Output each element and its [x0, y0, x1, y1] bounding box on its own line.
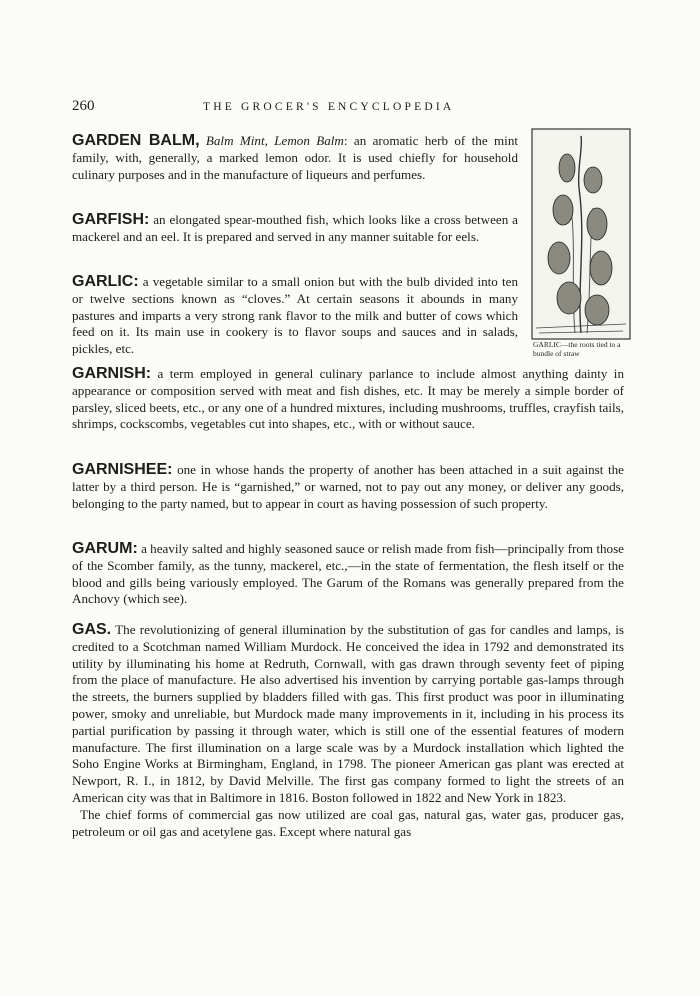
headword: GARLIC: — [72, 273, 139, 290]
entry-body: a term employed in general culinary parlance to include almost anything dainty in appearance or composition served with meat and fish dishes, etc. It may be merely a simple border of parsley, sliced beets, etc., or any one of a hundred mixtures, including mushrooms, truffles, crayfish tails, shrimps, cockscombs, vegetables cut into shapes, etc., with or without sauce. — [72, 366, 624, 432]
entry-garnish — [72, 366, 624, 433]
entry-gas — [72, 622, 624, 840]
entry-body: a heavily salted and highly seasoned sauce or relish made from fish—principally from those of the Scomber family, as the tunny, mackerel, etc.,—in the state of fermentation, the flesh itself or the blood and gills being variously employed. The Garum of the Romans was generally prepared from the Anchovy (which see). — [72, 541, 624, 607]
entry-garum — [72, 541, 624, 608]
page-number: 260 — [72, 98, 95, 114]
running-title: THE GROCER'S ENCYCLOPEDIA — [203, 101, 455, 113]
headword: GAS. — [72, 621, 112, 638]
garlic-drawing — [531, 128, 631, 340]
headword: GARNISHEE: — [72, 461, 173, 478]
entry-garden-balm — [72, 133, 518, 183]
entry-body: : an aromatic herb of the mint family, with, generally, a marked lemon odor. It is used chiefly for household culinary purposes and in the manufacture of liqueurs and perfumes. — [72, 133, 519, 182]
entry-garfish — [72, 212, 518, 246]
entry-body: a vegetable similar to a small onion but with the bulb divided into ten or twelve sections known as “cloves.” At certain seasons it abounds in many pastures and imparts a very strong rank flavor to the milk and butter of cows which feed on it. Its main use in cookery is to flavor soups and sauces and in salads, pickles, etc. — [72, 274, 518, 357]
entry-continuation: The chief forms of commercial gas now utilized are coal gas, natural gas, water gas, producer gas, petroleum or oil gas and acetylene gas. Except where natural gas — [72, 806, 624, 839]
headword: GARFISH: — [72, 211, 150, 228]
synonyms: Balm Mint, Lemon Balm — [205, 133, 344, 148]
entry-body: one in whose hands the property of another has been attached in a suit against the latter by a third person. He is “garnished,” or warned, not to pay out any money, or deliver any goods, belonging to the party named, but to appear in court as having possession of such property. — [72, 462, 624, 511]
entry-body: an elongated spear-mouthed fish, which looks like a cross between a mackerel and an eel. It is prepared and served in any manner suitable for eels. — [72, 212, 518, 244]
headword: GARNISH: — [72, 365, 152, 382]
headword: GARDEN BALM, — [72, 132, 200, 149]
entry-garnishee — [72, 462, 624, 512]
figure-caption: GARLIC—the roots tied to a bundle of straw — [533, 340, 621, 358]
entry-body: The revolutionizing of general illumination by the substitution of gas for candles and lamps, is credited to a Scotchman named William Murdock. He conceived the idea in 1792 and demonstrated its utility by illuminating his home at Redruth, Cornwall, with gas drawn through seventy feet of piping from the place of manufacture. He also advertised his invention by carrying portable gas-lamps through the streets, the burners supplied by bladders filled with gas. This first product was poor in illuminating power, smoky and unreliable, but Murdock made many improvements in it, including in his process its partial purification by passing it through water, which is still one of the essential features of modern manufacture. The first illumination on a large scale was by a Murdock installation which lighted the Soho Engine Works at Birmingham, England, in 1798. The pioneer American gas plant was erected at Newport, R. I., in 1812, by David Melville. The first gas company formed to light the streets of an American city was that in Baltimore in 1816. Boston followed in 1822 and New York in 1823. — [72, 622, 624, 805]
entry-garlic — [72, 274, 518, 358]
garlic-illustration — [531, 128, 631, 358]
headword: GARUM: — [72, 540, 138, 557]
